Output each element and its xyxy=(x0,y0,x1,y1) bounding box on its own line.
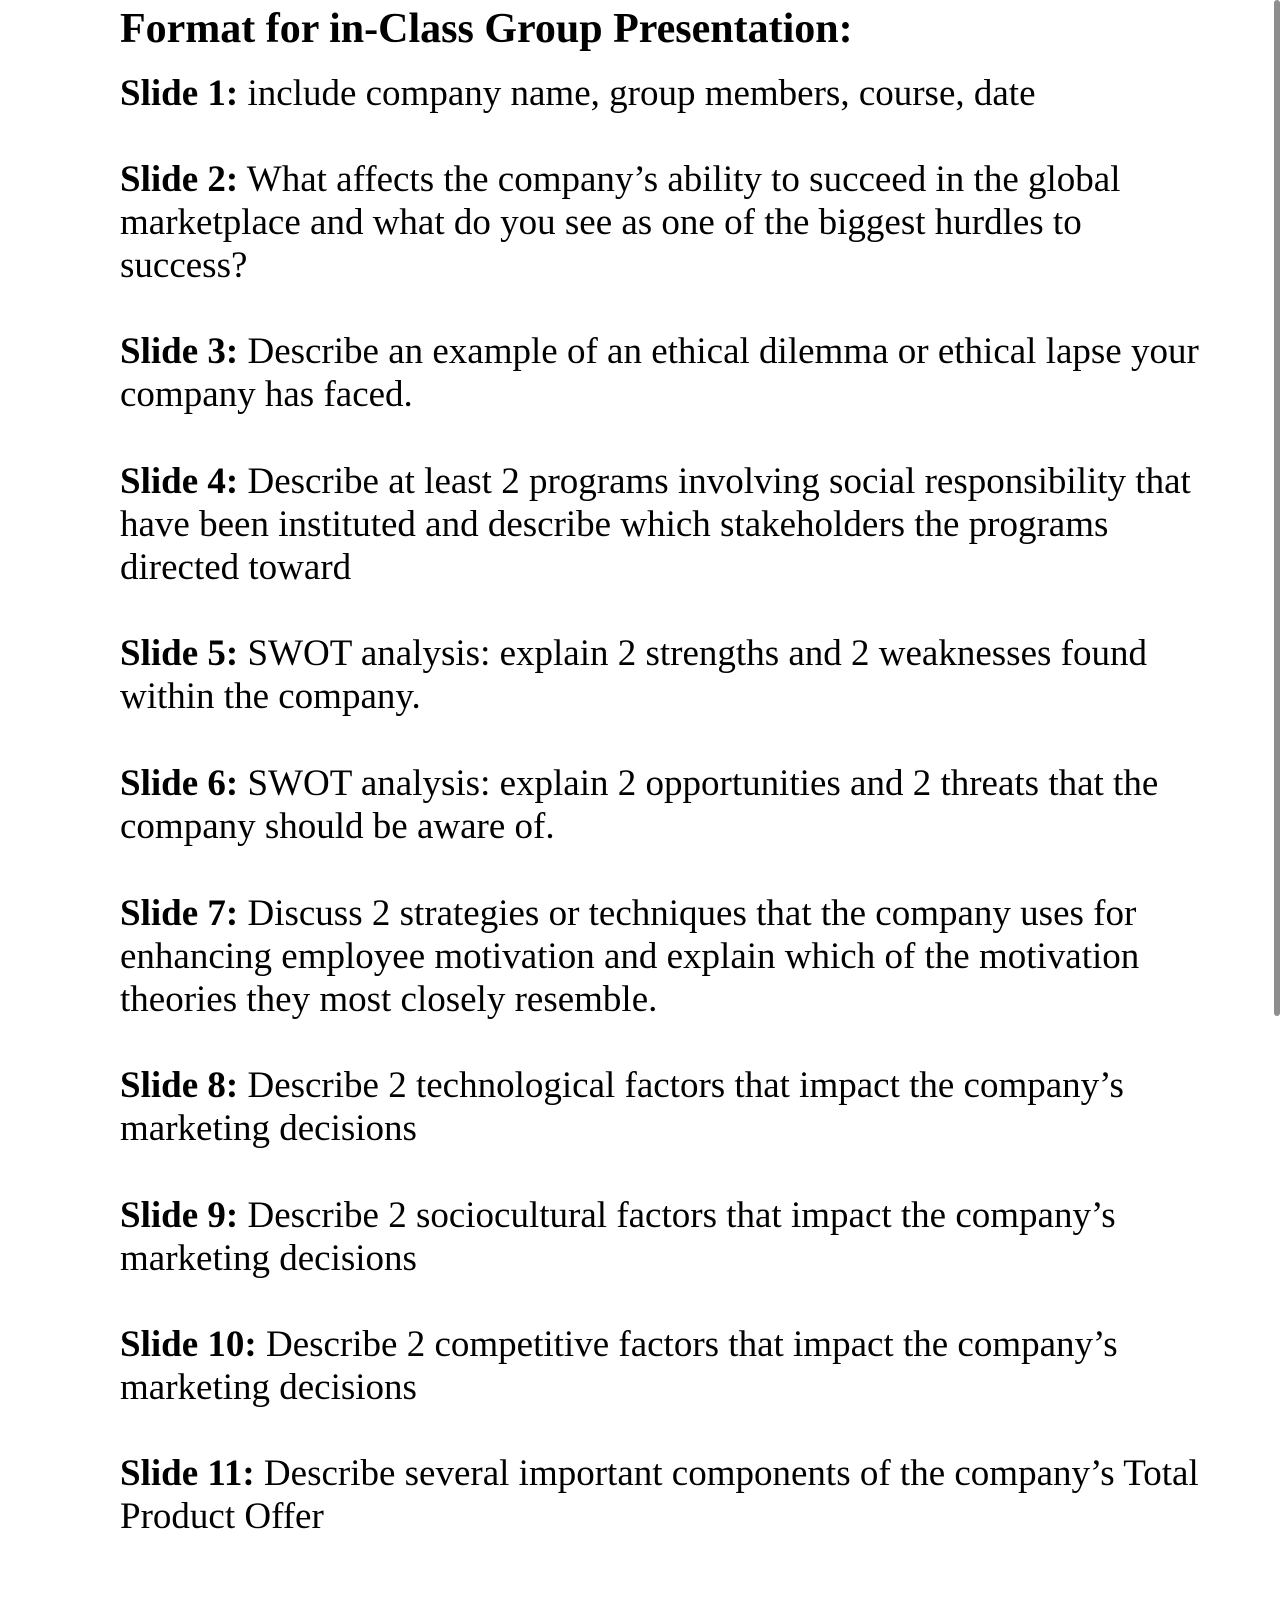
slide-label: Slide 7: xyxy=(120,893,239,934)
slide-text: Describe 2 sociocultural factors that impact the company’s marketing decisions xyxy=(120,1195,1116,1279)
slide-text: Describe several important components of the company’s Total Product Offer xyxy=(120,1453,1199,1537)
slide-label: Slide 10: xyxy=(120,1324,257,1365)
document-title: Format for in-Class Group Presentation: xyxy=(120,6,853,52)
slide-text: What affects the company’s ability to succeed in the global marketplace and what do you see as one of the biggest hurdles to success? xyxy=(120,159,1121,286)
slide-label: Slide 9: xyxy=(120,1195,239,1236)
slide-text: Describe an example of an ethical dilemma or ethical lapse your company has faced. xyxy=(120,331,1199,415)
slide-label: Slide 3: xyxy=(120,331,239,372)
slide-text: Describe 2 technological factors that impact the company’s marketing decisions xyxy=(120,1065,1124,1149)
slide-item-1 xyxy=(120,72,1200,115)
slide-item-4 xyxy=(120,460,1200,589)
vertical-scrollbar[interactable] xyxy=(1274,0,1280,1016)
slide-item-3 xyxy=(120,330,1200,416)
slide-label: Slide 11: xyxy=(120,1453,255,1494)
slide-label: Slide 8: xyxy=(120,1065,239,1106)
slide-text: Discuss 2 strategies or techniques that the company uses for enhancing employee motivation and explain which of the motivation theories they most closely resemble. xyxy=(120,893,1140,1020)
slide-item-11 xyxy=(120,1452,1200,1538)
slide-label: Slide 1: xyxy=(120,73,239,114)
slide-label: Slide 6: xyxy=(120,763,239,804)
slide-item-8 xyxy=(120,1064,1200,1150)
slide-text: SWOT analysis: explain 2 strengths and 2 weaknesses found within the company. xyxy=(120,633,1147,717)
slide-item-7 xyxy=(120,892,1200,1021)
slide-text: Describe 2 competitive factors that impact the company’s marketing decisions xyxy=(120,1324,1118,1408)
slide-text: Describe at least 2 programs involving social responsibility that have been instituted and describe which stakeholders the programs directed toward xyxy=(120,461,1191,588)
slide-item-10 xyxy=(120,1323,1200,1409)
slide-item-5 xyxy=(120,632,1200,718)
slide-item-6 xyxy=(120,762,1200,848)
slide-label: Slide 2: xyxy=(120,159,239,200)
slide-text: SWOT analysis: explain 2 opportunities and 2 threats that the company should be aware of. xyxy=(120,763,1159,847)
slide-text: include company name, group members, course, date xyxy=(238,73,1036,114)
slide-item-9 xyxy=(120,1194,1200,1280)
slide-item-2 xyxy=(120,158,1200,287)
slide-label: Slide 4: xyxy=(120,461,239,502)
slide-label: Slide 5: xyxy=(120,633,239,674)
